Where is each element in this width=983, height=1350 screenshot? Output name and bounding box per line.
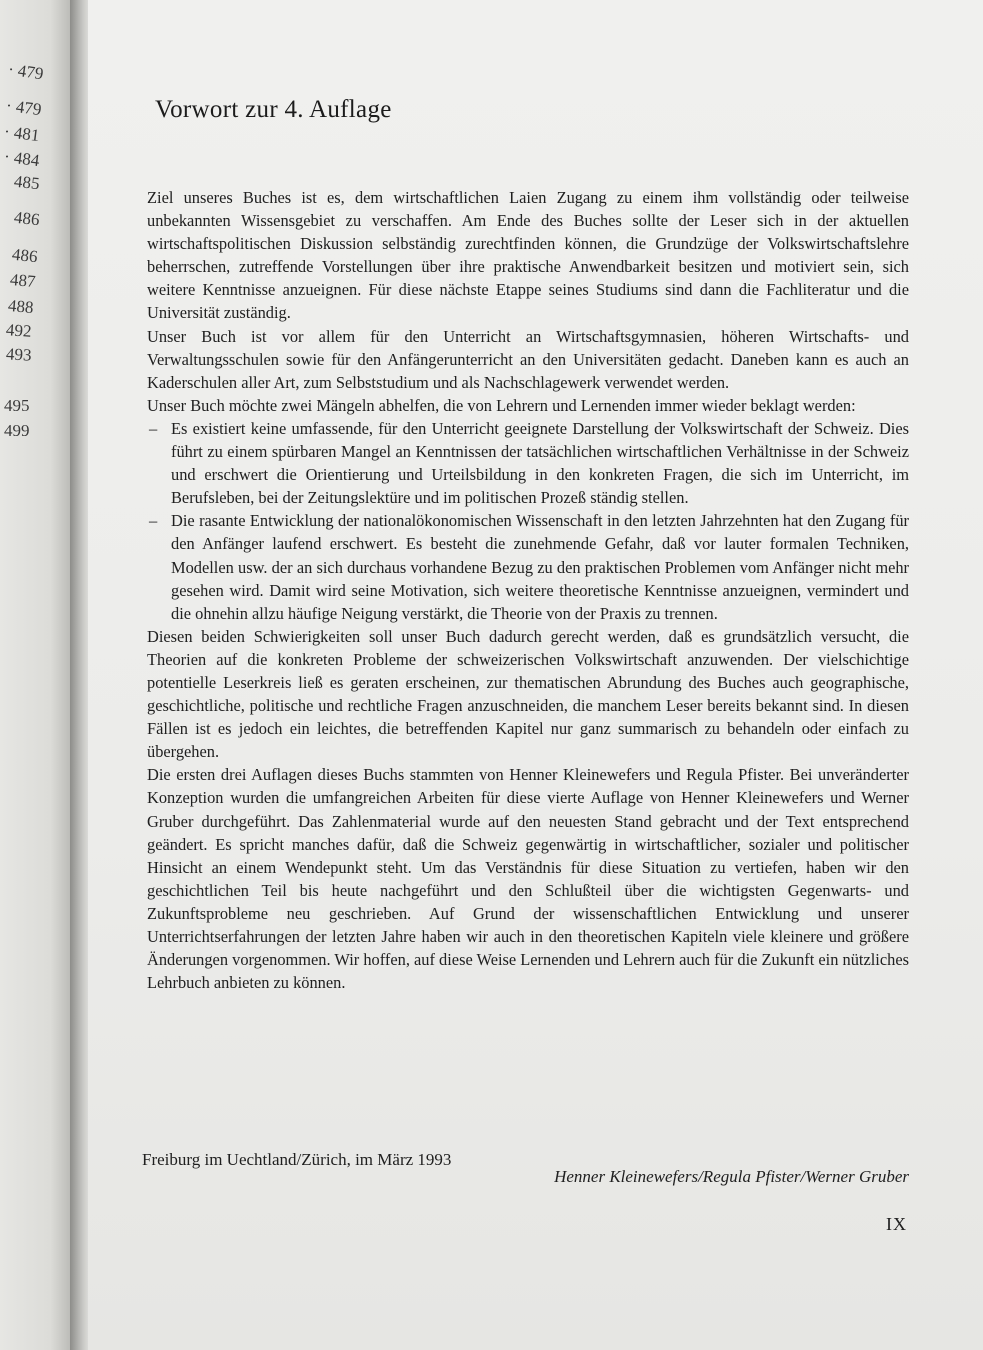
left-page-edge — [0, 0, 72, 1350]
place-date: Freiburg im Uechtland/Zürich, im März 1993 — [142, 1150, 452, 1169]
left-page-number: 485 — [13, 171, 41, 194]
list-item — [147, 417, 909, 509]
bullet-dash: – — [149, 418, 158, 438]
left-page-number: 487 — [9, 269, 37, 292]
paragraph: Diesen beiden Schwierigkeiten soll unser Buch dadurch gerecht werden, daß es grundsätzlich versucht, die Theorien auf die konkreten Probleme der schweizerischen Volkswirtschaft anzuwenden. Der vielschichtige potentielle Leserkreis ließ es geraten erscheinen, zur thematischen Abrundung des Buches auch geographische, geschichtliche, politische und rechtliche Fragen anzuschneiden, die manchem Leser bereits bekannt sind. In diesen Fällen ist es jedoch ein leichtes, die betreffenden Kapitel nur ganz summarisch zu behandeln oder einfach zu übergehen. — [147, 626, 909, 762]
left-page-number: · 479 — [6, 59, 45, 84]
list-item — [147, 509, 909, 624]
bullet-dash: – — [149, 511, 158, 531]
paragraph: Ziel unseres Buches ist es, dem wirtschaftlichen Laien Zugang zu einem ihm vollständig oder teilweise unbekannten Wissensgebiet zu verschaffen. Am Ende des Buches sollte der Leser sich in der aktuellen wirtschaftspolitischen Diskussion selbständig zurechtfinden können, die Grundzüge der Volkswirtschaftslehre beherrschen, zutreffende Vorstellungen über ihre praktische Anwendbarkeit besitzen und motiviert sein, sich weitere Kenntnisse anzueignen. Für diese nächste Etappe seines Studiums sind dann die Fachliteratur und die Universität zuständig. — [147, 188, 909, 323]
left-page-number: 486 — [13, 207, 41, 230]
paragraph: Unser Buch möchte zwei Mängeln abhelfen, die von Lehrern und Lernenden immer wieder beklagt werden: — [147, 395, 856, 415]
list-item-text: Die rasante Entwicklung der nationalökonomischen Wissenschaft in den letzten Jahrzehnten hat den Zugang für den Anfänger laufend erschwert. Es besteht die zunehmende Gefahr, daß vor lauter formalen Techniken, Modellen usw. der an sich durchaus vorhandene Bezug zu den praktischen Problemen vom Anfänger nicht mehr gesehen wird. Damit wird seine Motivation, sich weitere theoretische Kenntnisse anzueignen, vermindert und die ohnehin allzu häufige Neigung verstärkt, die Theorie von der Praxis zu trennen. — [171, 511, 909, 623]
page-title: Vorwort zur 4. Auflage — [155, 96, 392, 123]
left-page-number: 493 — [5, 344, 33, 365]
paragraph: Unser Buch ist vor allem für den Unterricht an Wirtschaftsgymnasien, höheren Wirtschafts- und Verwaltungsschulen sowie für den Anfängerunterricht an den Universitäten gedacht. Daneben kann es auch an Kaderschulen aller Art, zum Selbststudium und als Nachschlagewerk verwendet werden. — [147, 326, 909, 392]
list-item-text: Es existiert keine umfassende, für den Unterricht geeignete Darstellung der Volkswirtschaft der Schweiz. Dies führt zu einem spürbaren Mangel an Kenntnissen der tatsächlichen wirtschaftlichen Verhältnisse in der Schweiz und erschwert die Orientierung und Urteilsbildung in den konkreten Fragen, die sich im Unterricht, im Berufsleben, bei der Zeitungslektüre und im politischen Prozeß ständig stellen. — [171, 418, 909, 508]
paragraph: Die ersten drei Auflagen dieses Buchs stammten von Henner Kleinewefers und Regula Pfister. Bei unveränderter Konzeption wurden die umfangreichen Arbeiten für diese vierte Auflage von Henner Kleinewefers und Werner Gruber durchgeführt. Das Zahlenmaterial wurde auf den neuesten Stand gebracht und der Text entsprechend geändert. Es spricht manches dafür, daß die Schweiz gegenwärtig in wirtschaftlicher, sozialer und politischer Hinsicht an einem Wendepunkt steht. Um das Verständnis für diese Situation zu vertiefen, haben wir den geschichtlichen Teil bis heute nachgeführt und den Schlußteil über die wichtigsten Gegenwarts- und Zukunftsprobleme neu geschrieben. Auf Grund der wissenschaftlichen Entwicklung und unserer Unterrichtserfahrungen der letzten Jahre haben wir auch in den theoretischen Kapiteln viele kleinere und größere Änderungen vorgenommen. Wir hoffen, auf diese Weise Lernenden und Lehrern auch für die Zukunft ein nützliches Lehrbuch anbieten zu können. — [147, 765, 909, 993]
foreword-body — [147, 186, 909, 994]
left-page-number: 495 — [4, 396, 30, 415]
left-page-number: · 481 — [3, 121, 41, 146]
left-page-number: · 479 — [5, 95, 43, 120]
left-page-number: 499 — [4, 421, 30, 440]
page-number: IX — [886, 1214, 907, 1234]
author-signature: Henner Kleinewefers/Regula Pfister/Werner Gruber — [554, 1167, 909, 1186]
left-page-number: · 484 — [3, 146, 41, 171]
left-page-number: 492 — [5, 320, 33, 341]
left-page-number: 488 — [7, 295, 35, 318]
left-page-number: 486 — [11, 244, 39, 267]
